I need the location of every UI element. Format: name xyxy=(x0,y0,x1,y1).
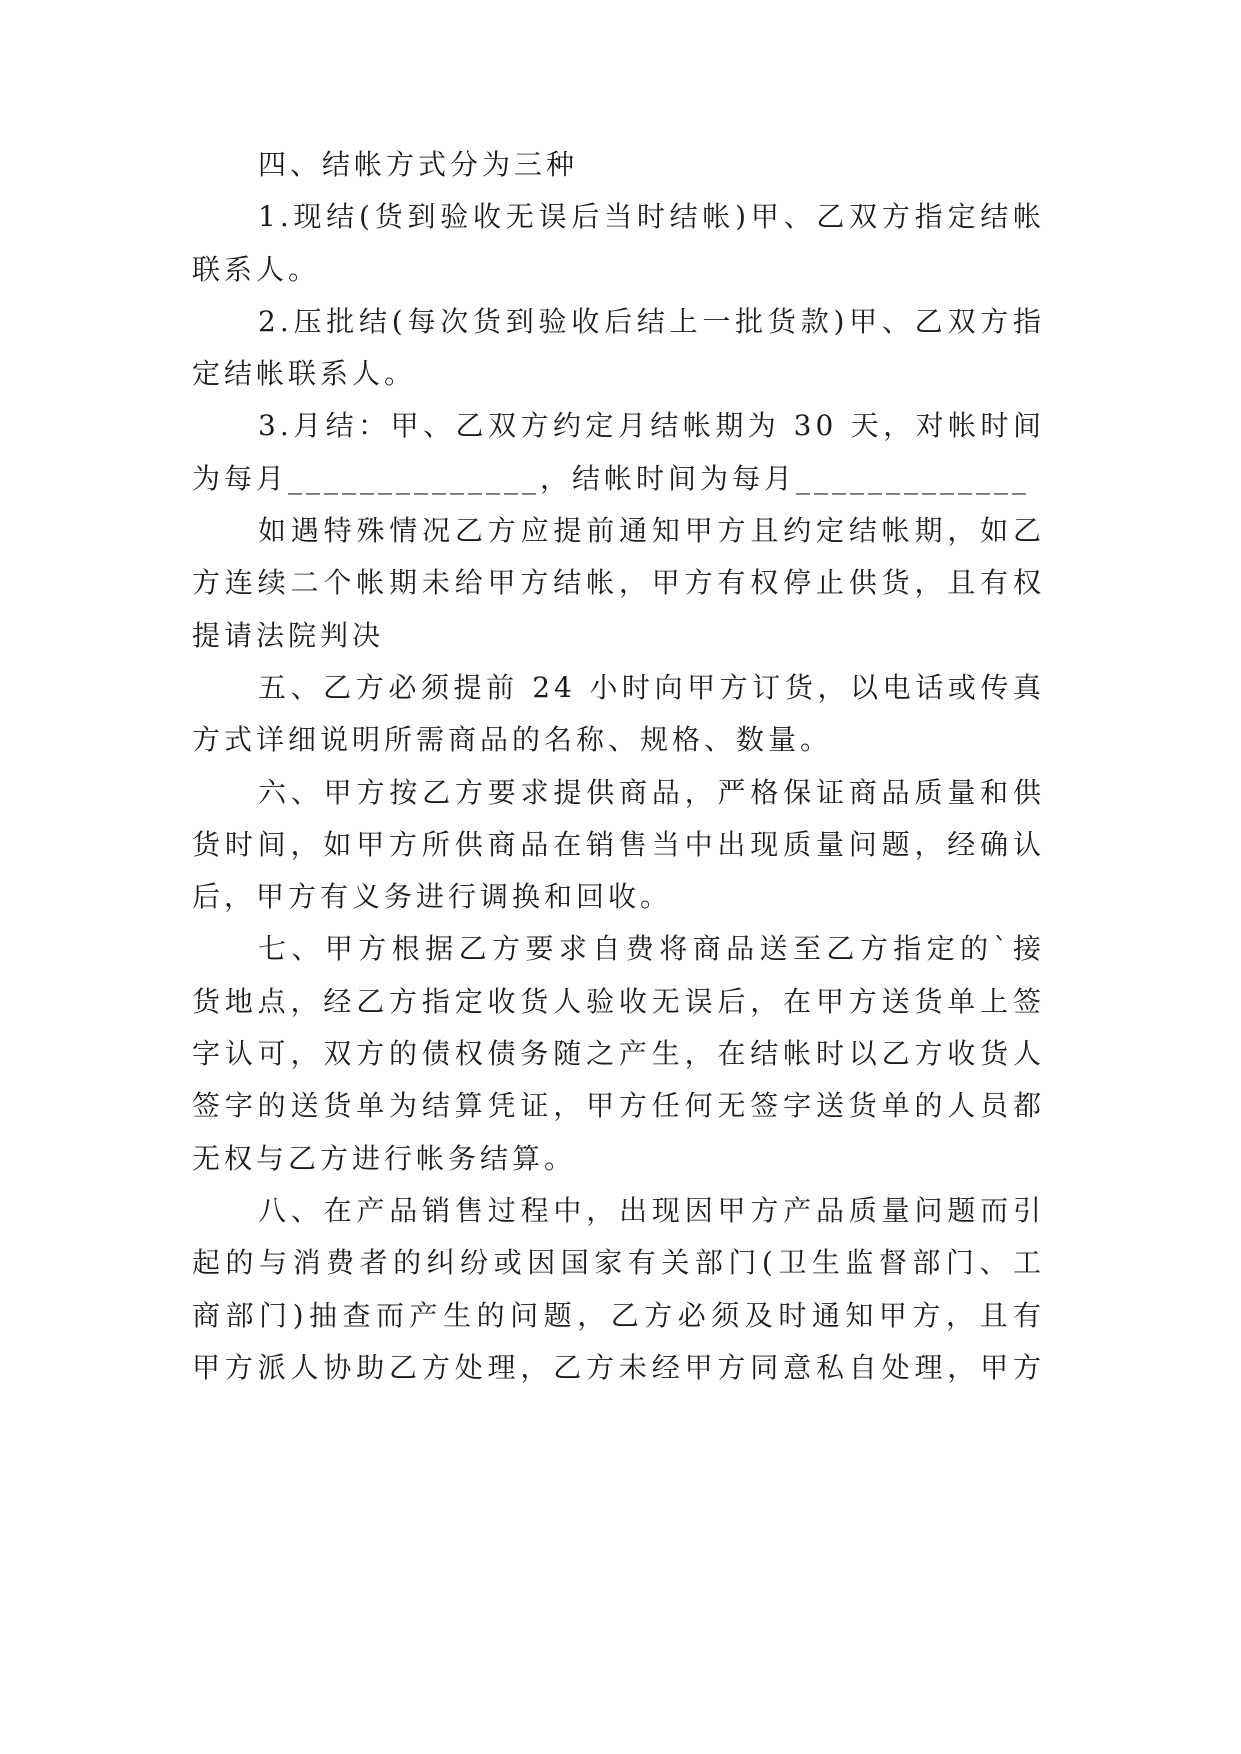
text-line: 八、在产品销售过程中，出现因甲方产品质量问题而引 xyxy=(258,1193,1045,1227)
paragraph-settlement-methods xyxy=(192,139,1045,191)
text-line: 无权与乙方进行帐务结算。 xyxy=(192,1141,577,1175)
text-line: 联系人。 xyxy=(192,252,321,286)
paragraph-deferred-settlement xyxy=(192,296,1045,401)
text-line: 货地点，经乙方指定收货人验收无误后，在甲方送货单上签 xyxy=(192,984,1045,1018)
text-line: 五、乙方必须提前 24 小时向甲方订货，以电话或传真 xyxy=(258,670,1045,704)
text-line: 后，甲方有义务进行调换和回收。 xyxy=(192,880,673,914)
text-line: 字认可，双方的债权债务随之产生，在结帐时以乙方收货人 xyxy=(192,1037,1045,1071)
paragraph-clause-six xyxy=(192,767,1045,924)
text-line: 商部门)抽查而产生的问题，乙方必须及时通知甲方，且有 xyxy=(192,1298,1045,1332)
paragraph-clause-seven xyxy=(192,923,1045,1184)
paragraph-clause-five xyxy=(192,662,1045,767)
text-line: 甲方派人协助乙方处理，乙方未经甲方同意私自处理，甲方 xyxy=(192,1350,1045,1384)
text-line: 方式详细说明所需商品的名称、规格、数量。 xyxy=(192,723,833,757)
paragraph-cash-settlement xyxy=(192,191,1045,296)
text-line: 起的与消费者的纠纷或因国家有关部门(卫生监督部门、工 xyxy=(192,1246,1045,1280)
document-body xyxy=(192,139,1045,1394)
text-line: 签字的送货单为结算凭证，甲方任何无签字送货单的人员都 xyxy=(192,1089,1045,1123)
text-line: 3.月结：甲、乙双方约定月结帐期为 30 天，对帐时间 xyxy=(258,409,1045,443)
text-line: 提请法院判决 xyxy=(192,618,385,652)
text-line: 七、甲方根据乙方要求自费将商品送至乙方指定的`接 xyxy=(258,932,1045,966)
text-line: 定结帐联系人。 xyxy=(192,357,417,391)
text-line: 2.压批结(每次货到验收后结上一批货款)甲、乙双方指 xyxy=(258,304,1045,338)
text-line: 如遇特殊情况乙方应提前通知甲方且约定结帐期，如乙 xyxy=(258,514,1045,548)
text-line-with-blanks: 为每月______________，结帐时间为每月_____________ xyxy=(192,461,1031,495)
text-line: 1.现结(货到验收无误后当时结帐)甲、乙双方指定结帐 xyxy=(258,200,1045,234)
paragraph-clause-eight xyxy=(192,1185,1045,1394)
text-line: 四、结帐方式分为三种 xyxy=(258,148,579,181)
text-line: 方连续二个帐期未给甲方结帐，甲方有权停止供货，且有权 xyxy=(192,566,1045,600)
text-line: 六、甲方按乙方要求提供商品，严格保证商品质量和供 xyxy=(258,775,1045,809)
paragraph-monthly-settlement xyxy=(192,400,1045,505)
paragraph-special-circumstances xyxy=(192,505,1045,662)
text-line: 货时间，如甲方所供商品在销售当中出现质量问题，经确认 xyxy=(192,827,1045,861)
